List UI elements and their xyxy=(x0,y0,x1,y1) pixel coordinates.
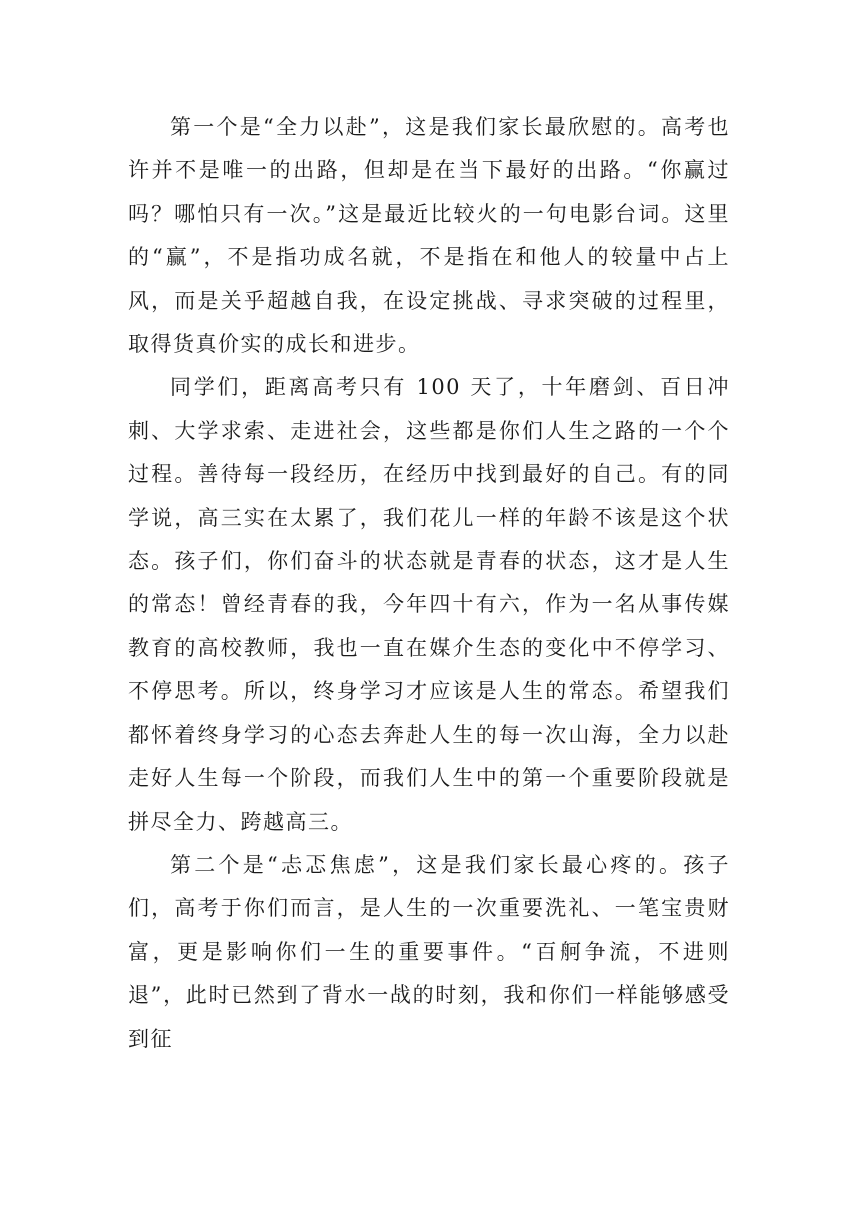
paragraph-full-effort: 第一个是“全力以赴”，这是我们家长最欣慰的。高考也许并不是唯一的出路，但却是在当下最好的出路。“你赢过吗？哪怕只有一次。”这是最近比较火的一句电影台词。这里的“赢”，不是指功成名就，不是指在和他人的较量中占上风，而是关乎超越自我，在设定挑战、寻求突破的过程里，取得货真价实的成长和进步。 xyxy=(128,115,730,357)
document-body xyxy=(128,106,730,1061)
paragraph-anxiety: 第二个是“忐忑焦虑”，这是我们家长最心疼的。孩子们，高考于你们而言，是人生的一次重要洗礼、一笔宝贵财富，更是影响你们一生的重要事件。“百舸争流，不进则退”，此时已然到了背水一战的时刻，我和你们一样能够感受到征 xyxy=(128,852,730,1051)
paragraph-hundred-days: 同学们，距离高考只有 100 天了，十年磨剑、百日冲刺、大学求索、走进社会，这些都是你们人生之路的一个个过程。善待每一段经历，在经历中找到最好的自己。有的同学说，高三实在太累了，我们花儿一样的年龄不该是这个状态。孩子们，你们奋斗的状态就是青春的状态，这才是人生的常态！曾经青春的我，今年四十有六，作为一名从事传媒教育的高校教师，我也一直在媒介生态的变化中不停学习、不停思考。所以，终身学习才应该是人生的常态。希望我们都怀着终身学习的心态去奔赴人生的每一次山海，全力以赴走好人生每一个阶段，而我们人生中的第一个重要阶段就是拼尽全力、跨越高三。 xyxy=(128,375,730,834)
